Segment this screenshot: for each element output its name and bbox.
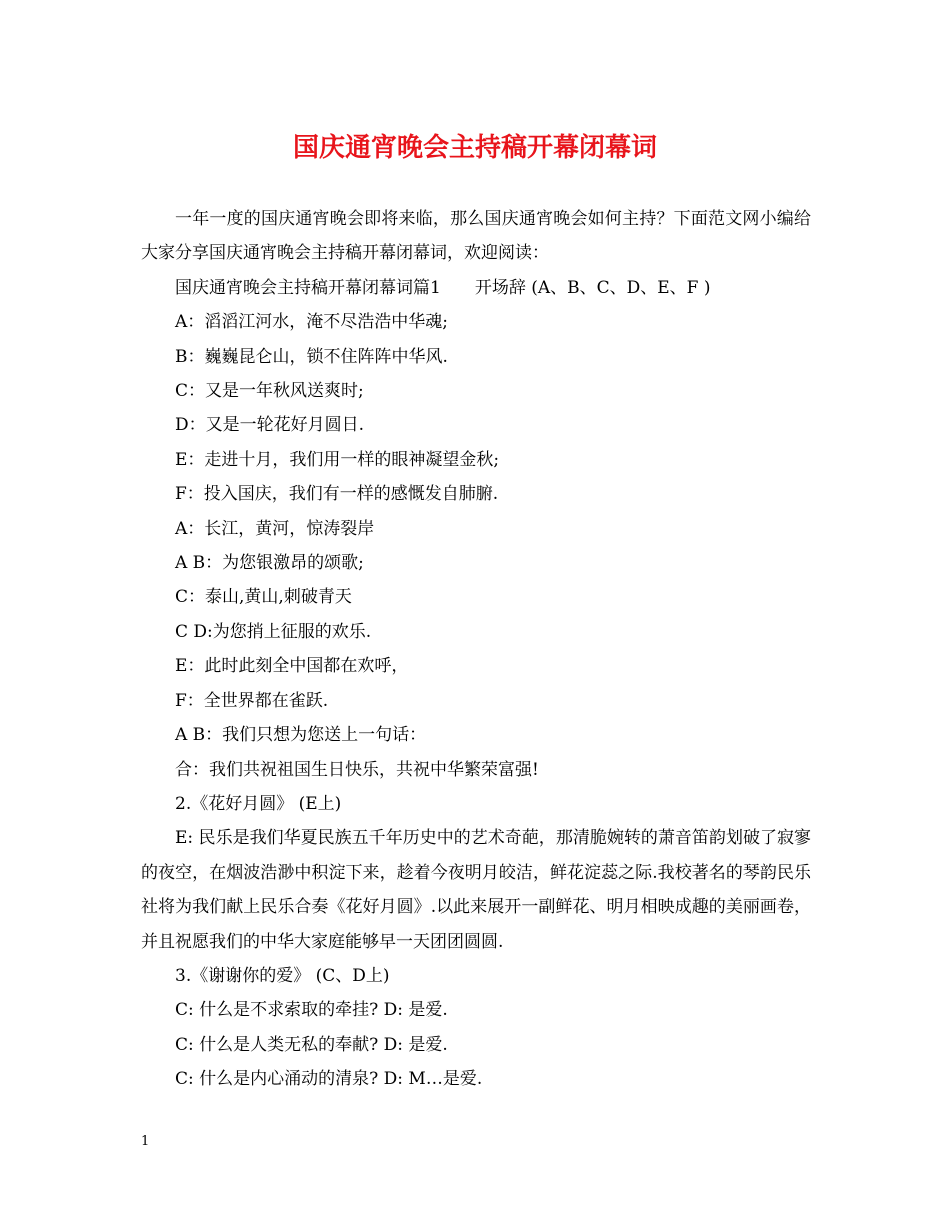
intro-paragraph: 一年一度的国庆通宵晚会即将来临，那么国庆通宵晚会如何主持？下面范文网小编给大家分享国庆通宵晚会主持稿开幕闭幕词，欢迎阅读： [141, 209, 811, 264]
script-line: C：又是一年秋风送爽时; [175, 381, 364, 402]
program-item-paragraph: E: 民乐是我们华夏民族五千年历史中的艺术奇葩，那清脆婉转的萧音笛韵划破了寂寥的夜空，在烟波浩渺中积淀下来，趁着今夜明月皎洁，鲜花淀蕊之际.我校著名的琴韵民乐社将为我们献上民乐合奏《花好月圆》.以此来展开一副鲜花、明月相映成趣的美丽画卷，并且祝愿我们的中华大家庭能够早一天团团圆圆. [141, 828, 811, 952]
script-line: A：滔滔江河水，淹不尽浩浩中华魂; [175, 312, 449, 333]
document-title: 国庆通宵晚会主持稿开幕闭幕词 [292, 133, 657, 163]
script-line: F：投入国庆，我们有一样的感慨发自肺腑. [175, 484, 499, 505]
script-line: C: 什么是不求索取的牵挂? D: 是爱. [175, 1000, 448, 1021]
script-line: C: 什么是人类无私的奉献? D: 是爱. [175, 1034, 448, 1055]
script-line: F：全世界都在雀跃. [175, 690, 329, 711]
script-line: A：长江，黄河，惊涛裂岸 [175, 518, 375, 539]
page-number: 1 [141, 1134, 150, 1149]
script-line: C: 什么是内心涌动的清泉? D: M…是爱. [175, 1069, 483, 1090]
section-heading: 国庆通宵晚会主持稿开幕闭幕词篇1 开场辞 (A、B、C、D、E、F ) [175, 277, 711, 298]
script-line: A B：我们只想为您送上一句话： [175, 725, 427, 746]
script-line: A B：为您银激昂的颂歌; [175, 553, 364, 574]
script-line: E：此时此刻全中国都在欢呼， [175, 656, 409, 677]
script-line: B：巍巍昆仑山，锁不住阵阵中华风. [175, 346, 448, 367]
script-line: 合：我们共祝祖国生日快乐，共祝中华繁荣富强! [175, 759, 539, 780]
program-item-heading: 2.《花好月圆》 (E上) [175, 793, 342, 814]
script-line: D：又是一轮花好月圆日. [175, 415, 365, 436]
script-line: C D:为您捎上征服的欢乐. [175, 621, 372, 642]
script-line: C：泰山,黄山,刺破青天 [175, 587, 352, 608]
script-line: E：走进十月，我们用一样的眼神凝望金秋; [175, 449, 500, 470]
program-item-heading: 3.《谢谢你的爱》 (C、D上) [175, 965, 390, 986]
document-body [141, 202, 811, 1097]
